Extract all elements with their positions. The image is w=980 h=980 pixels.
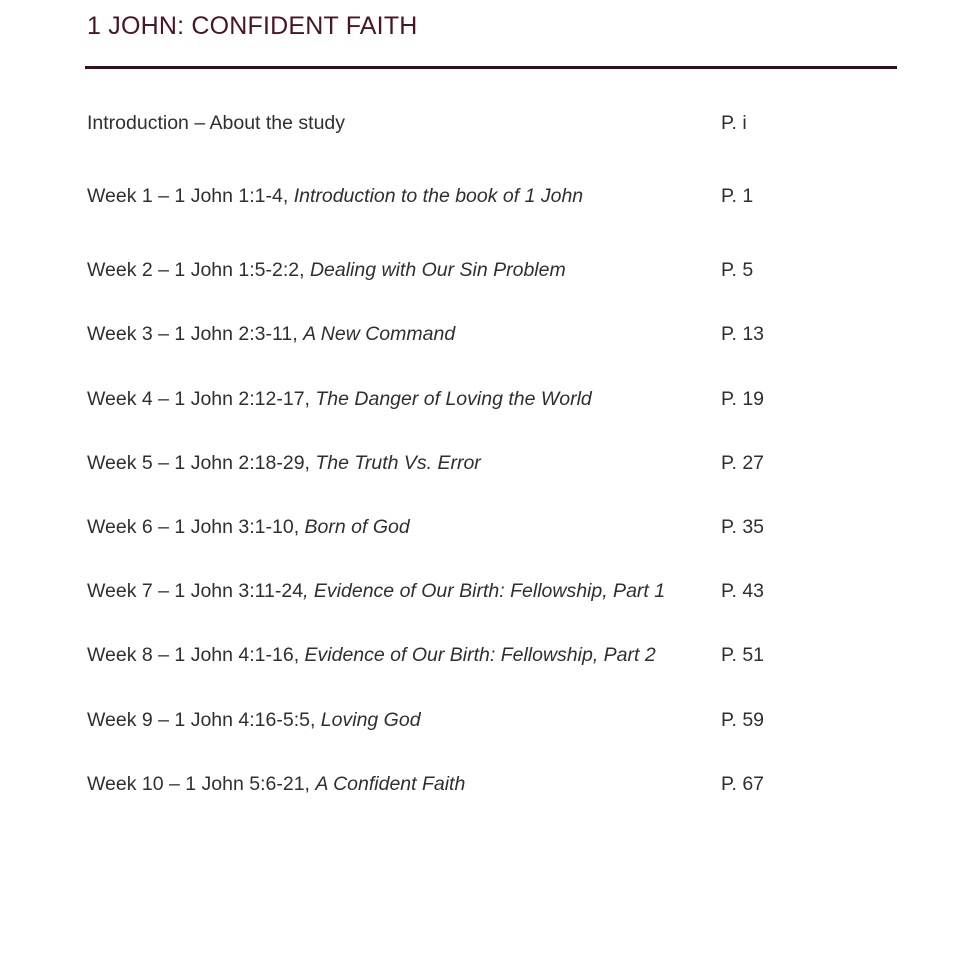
toc-entry — [87, 255, 566, 285]
toc-page-number: P. 51 — [721, 644, 765, 666]
toc-entry — [87, 576, 665, 606]
toc-entry-prefix: Week 8 – 1 John 4:1-16, — [87, 644, 305, 666]
toc-entry-subtitle: Dealing with Our Sin Problem — [309, 259, 566, 281]
toc-entry — [87, 319, 455, 349]
toc-row-week-8 — [87, 640, 787, 670]
toc-page-number: P. 67 — [721, 773, 765, 795]
toc-entry — [87, 705, 421, 735]
toc-row-week-2 — [87, 255, 787, 285]
toc-entry-prefix: Week 3 – 1 John 2:3-11, — [87, 323, 304, 345]
toc-row-intro — [87, 108, 787, 138]
toc-entry-subtitle: Introduction to the book of 1 John — [293, 185, 584, 207]
toc-page-number: P. 13 — [721, 323, 765, 345]
toc-entry-prefix: Week 6 – 1 John 3:1-10, — [87, 516, 305, 538]
toc-row-week-3 — [87, 319, 787, 349]
toc-entry — [87, 448, 481, 478]
toc-entry-prefix: Week 1 – 1 John 1:1-4, — [87, 185, 294, 207]
title-divider — [85, 66, 897, 69]
toc-entry-prefix: Week 7 – 1 John 3:11-24 — [87, 580, 304, 602]
toc-entry — [87, 384, 592, 414]
toc-entry-subtitle: The Danger of Loving the World — [315, 388, 592, 410]
toc-entry-subtitle: A Confident Faith — [315, 773, 466, 795]
toc-row-week-1 — [87, 181, 787, 211]
toc-page-number: P. 59 — [721, 709, 765, 731]
toc-entry-prefix: Week 2 – 1 John 1:5-2:2, — [87, 259, 310, 281]
toc-row-week-6 — [87, 512, 787, 542]
toc-entry-prefix: Introduction – About the study — [87, 112, 346, 134]
toc-row-week-7 — [87, 576, 787, 606]
toc-entry-subtitle: The Truth Vs. Error — [315, 452, 481, 474]
toc-page-number: P. 35 — [721, 516, 765, 538]
toc-entry-prefix: Week 4 – 1 John 2:12-17, — [87, 388, 316, 410]
toc-row-week-5 — [87, 448, 787, 478]
page-title: 1 JOHN: CONFIDENT FAITH — [87, 12, 418, 40]
toc-entry-prefix: Week 10 – 1 John 5:6-21, — [87, 773, 316, 795]
toc-page-number: P. 43 — [721, 580, 765, 602]
toc-entry — [87, 512, 410, 542]
toc-entry-subtitle: Born of God — [304, 516, 410, 538]
toc-page-number: P. 27 — [721, 452, 765, 474]
toc-page-number: P. 19 — [721, 388, 765, 410]
toc-entry — [87, 640, 656, 670]
toc-entry-prefix: Week 9 – 1 John 4:16-5:5, — [87, 709, 321, 731]
toc-entry-subtitle: , Evidence of Our Birth: Fellowship, Part 1 — [303, 580, 666, 602]
toc-entry-subtitle: A New Command — [303, 323, 456, 345]
toc-page-number: P. 5 — [721, 259, 754, 281]
toc-row-week-4 — [87, 384, 787, 414]
toc-entry — [87, 769, 465, 799]
toc-row-week-9 — [87, 705, 787, 735]
toc-entry-subtitle: Evidence of Our Birth: Fellowship, Part 2 — [304, 644, 656, 666]
toc-page-number: P. i — [721, 112, 747, 134]
toc-entry-subtitle: Loving God — [320, 709, 421, 731]
toc-entry-prefix: Week 5 – 1 John 2:18-29, — [87, 452, 316, 474]
toc-row-week-10 — [87, 769, 787, 799]
toc-entry — [87, 108, 345, 138]
toc-entry — [87, 181, 583, 211]
toc-page-number: P. 1 — [721, 185, 754, 207]
